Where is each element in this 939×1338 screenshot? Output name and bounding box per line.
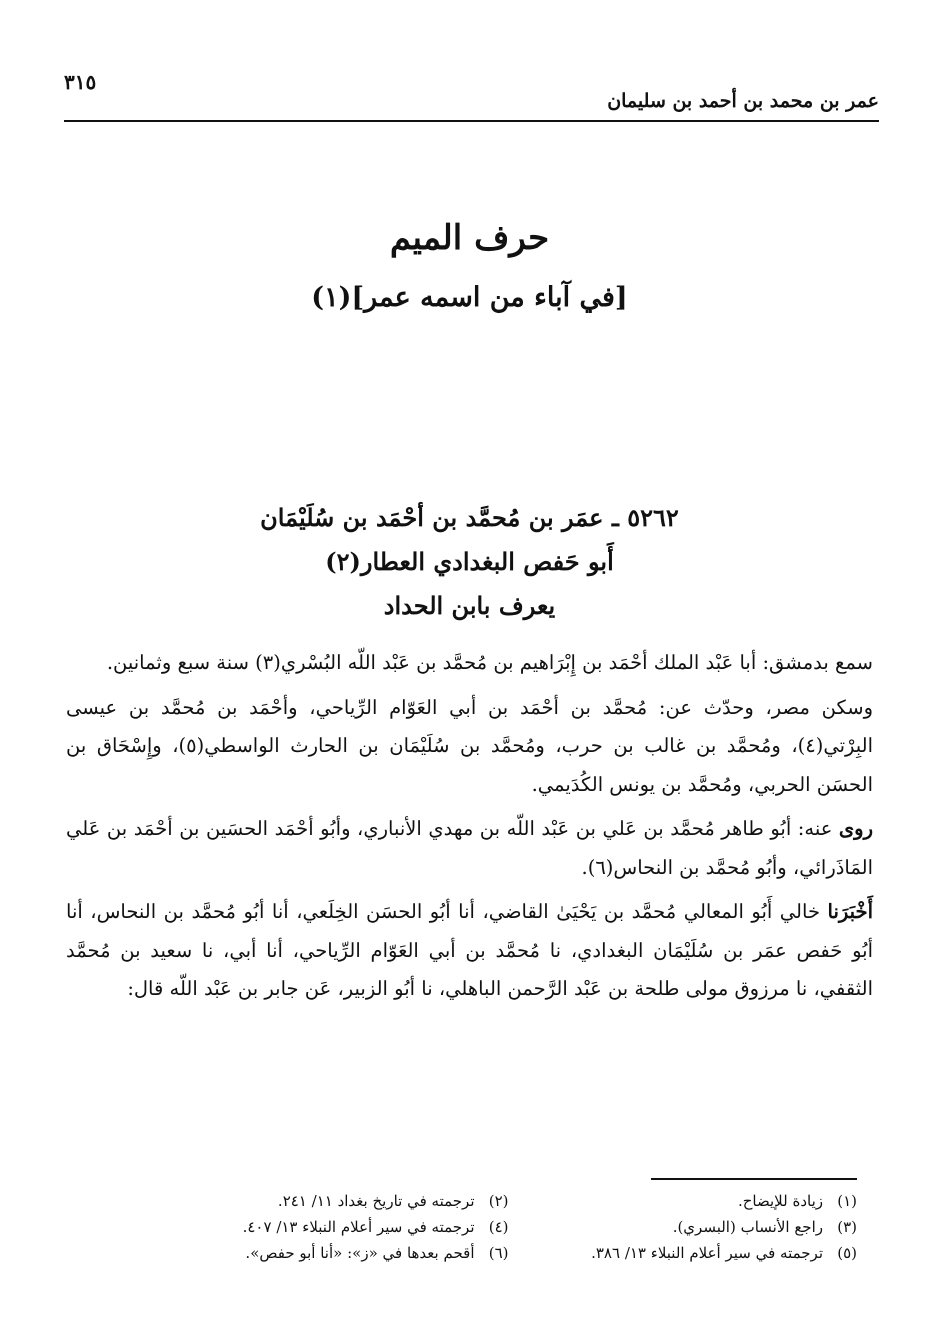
paragraph-text: وسكن مصر، وحدّث عن: مُحمَّد بن أحْمَد بن أبي العَوّام الرِّياحي، وأحْمَد بن مُحمَّد بن عيسى البِرْتي(٤)، ومُحمَّد بن غالب بن حرب، ومُحمَّد بن سُلَيْمَان بن الحارث الواسطي(٥)، وإِسْحَاق بن الحسَن الحربي، ومُحمَّد بن يونس الكُدَيمي. xyxy=(66,695,874,796)
footnote-divider xyxy=(651,1178,857,1180)
page-number: ٣١٥ xyxy=(64,70,97,94)
footnote-text: زيادة للإيضاح. xyxy=(737,1192,823,1210)
paragraph xyxy=(66,644,873,683)
entry-kunya-line: أَبو حَفص البغدادي العطار(٢) xyxy=(325,547,614,576)
footnote-text: ترجمته في تاريخ بغداد ١١/ ٢٤١. xyxy=(277,1192,475,1210)
running-header-title: عمر بن محمد بن أحمد بن سليمان xyxy=(607,90,879,112)
footnote-text: ترجمته في سير أعلام النبلاء ١٣/ ٤٠٧. xyxy=(242,1218,475,1236)
footnote xyxy=(549,1188,858,1214)
footnote-number: (٤) xyxy=(488,1218,509,1236)
running-header xyxy=(64,72,879,122)
paragraph-text: خالي أَبُو المعالي مُحمَّد بن يَحْيَىٰ القاضي، أنا أبُو الحسَن الخِلَعي، أنا أبُو مُحمَّد بن النحاس، أنا أبُو حَفص عمَر بن سُلَيْمَان البغدادي، نا مُحمَّد بن أبي العَوّام الرِّياحي، أنا أبي، نا سعيد بن مُحمَّد الثقفي، نا مرزوق مولى طلحة بن عَبْد الرَّحمن الباهلي، نا أبُو الزبير، عَن جابر بن عَبْد اللّه قال: xyxy=(66,900,873,1000)
paragraph xyxy=(66,810,873,887)
entry-name-line: ٥٢٦٢ ـ عمَر بن مُحمَّد بن أحْمَد بن سُلَيْمَان xyxy=(260,503,679,532)
footnote-number: (١) xyxy=(837,1192,857,1210)
footnote xyxy=(549,1214,858,1240)
paragraph-lead: روى xyxy=(838,817,873,840)
chapter-subtitle: [في آباء من اسمه عمر](١) xyxy=(311,282,628,313)
paragraph-text: عنه: أبُو طاهر مُحمَّد بن عَلي بن عَبْد اللّه بن مهدي الأنباري، وأبُو أحْمَد الحسَين بن أحْمَد بن عَلي المَاذَرائي، وأبُو مُحمَّد بن النحاس(٦). xyxy=(66,817,873,879)
footnote-number: (٦) xyxy=(488,1244,509,1262)
footnote-text: أقحم بعدها في «ز»: «أنا أبو حفص». xyxy=(245,1244,475,1262)
footnotes xyxy=(200,1188,857,1266)
chapter-title: حرف الميم xyxy=(389,218,550,258)
paragraph xyxy=(66,893,873,1009)
paragraph xyxy=(66,689,873,805)
footnote xyxy=(200,1188,509,1214)
entry-nickname-line: يعرف بابن الحداد xyxy=(383,591,556,620)
paragraph-text: سمع بدمشق: أبا عَبْد الملك أحْمَد بن إِبْرَاهيم بن مُحمَّد بن عَبْد اللّه البُسْري(٣) سنة سبع وثمانين. xyxy=(106,651,873,674)
paragraph-lead: أَخْبَرَنا xyxy=(827,900,873,923)
footnote-text: راجع الأنساب (البسري). xyxy=(672,1218,823,1236)
footnote xyxy=(549,1240,858,1266)
footnote-number: (٥) xyxy=(837,1244,857,1262)
footnote-number: (٢) xyxy=(488,1192,509,1210)
footnote-text: ترجمته في سير أعلام النبلاء ١٣/ ٣٨٦. xyxy=(591,1244,823,1262)
footnote-number: (٣) xyxy=(837,1218,857,1236)
entry-body xyxy=(66,644,873,1015)
entry-heading xyxy=(70,496,869,628)
footnote xyxy=(200,1214,509,1240)
footnote xyxy=(200,1240,509,1266)
